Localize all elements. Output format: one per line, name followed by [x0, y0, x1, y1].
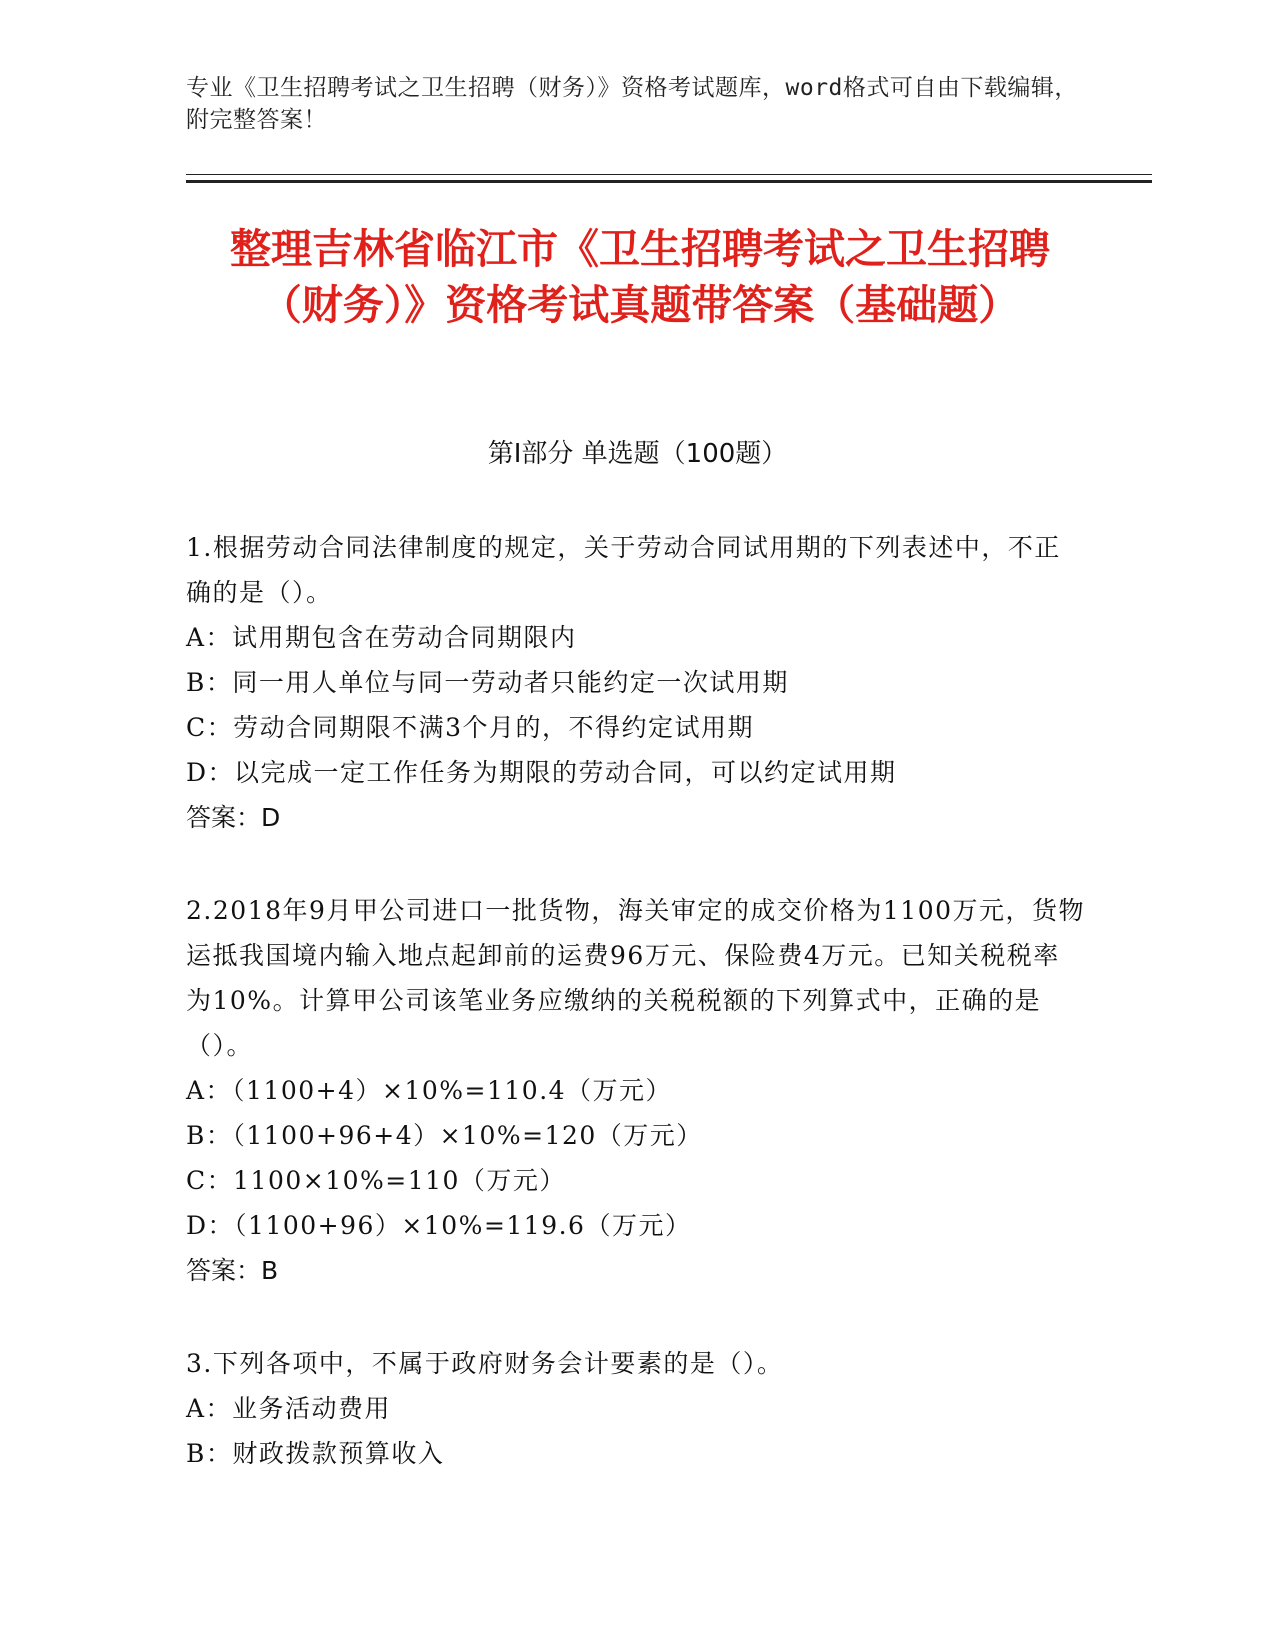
header-divider-thin [186, 174, 1152, 175]
option-a: A：业务活动费用 [186, 1394, 392, 1423]
question-2 [186, 888, 1086, 1293]
answer-line: 答案：D [186, 803, 281, 832]
part-heading: 第I部分 单选题（100题） [487, 439, 788, 469]
question-3 [186, 1341, 1086, 1476]
option-a: A：（1100+4）×10%=110.4（万元） [186, 1076, 673, 1105]
header-note: 专业《卫生招聘考试之卫生招聘（财务）》资格考试题库，word格式可自由下载编辑，附完整答案！ [186, 75, 1078, 133]
option-d: D：以完成一定工作任务为期限的劳动合同，可以约定试用期 [186, 758, 897, 787]
question-stem: 3.下列各项中，不属于政府财务会计要素的是（）。 [186, 1349, 784, 1378]
answer-line: 答案：B [186, 1256, 279, 1285]
question-stem: 1.根据劳动合同法律制度的规定，关于劳动合同试用期的下列表述中，不正确的是（）。 [186, 533, 1061, 607]
option-a: A：试用期包含在劳动合同期限内 [186, 623, 577, 652]
question-1 [186, 525, 1086, 840]
header-divider-thick [186, 180, 1152, 183]
option-d: D：（1100+96）×10%=119.6（万元） [186, 1211, 692, 1240]
option-c: C：1100×10%=110（万元） [186, 1166, 566, 1195]
option-b: B：（1100+96+4）×10%=120（万元） [186, 1121, 703, 1150]
question-list [186, 525, 1086, 1524]
option-b: B：同一用人单位与同一劳动者只能约定一次试用期 [186, 668, 789, 697]
document-title: 整理吉林省临江市《卫生招聘考试之卫生招聘（财务）》资格考试真题带答案（基础题） [230, 225, 1050, 329]
question-stem: 2.2018年9月甲公司进口一批货物，海关审定的成交价格为1100万元，货物运抵我国境内输入地点起卸前的运费96万元、保险费4万元。已知关税税率为10%。计算甲公司该笔业务应缴纳的关税税额的下列算式中，正确的是（）。 [186, 896, 1086, 1060]
option-b: B：财政拨款预算收入 [186, 1439, 445, 1468]
option-c: C：劳动合同期限不满3个月的，不得约定试用期 [186, 713, 755, 742]
